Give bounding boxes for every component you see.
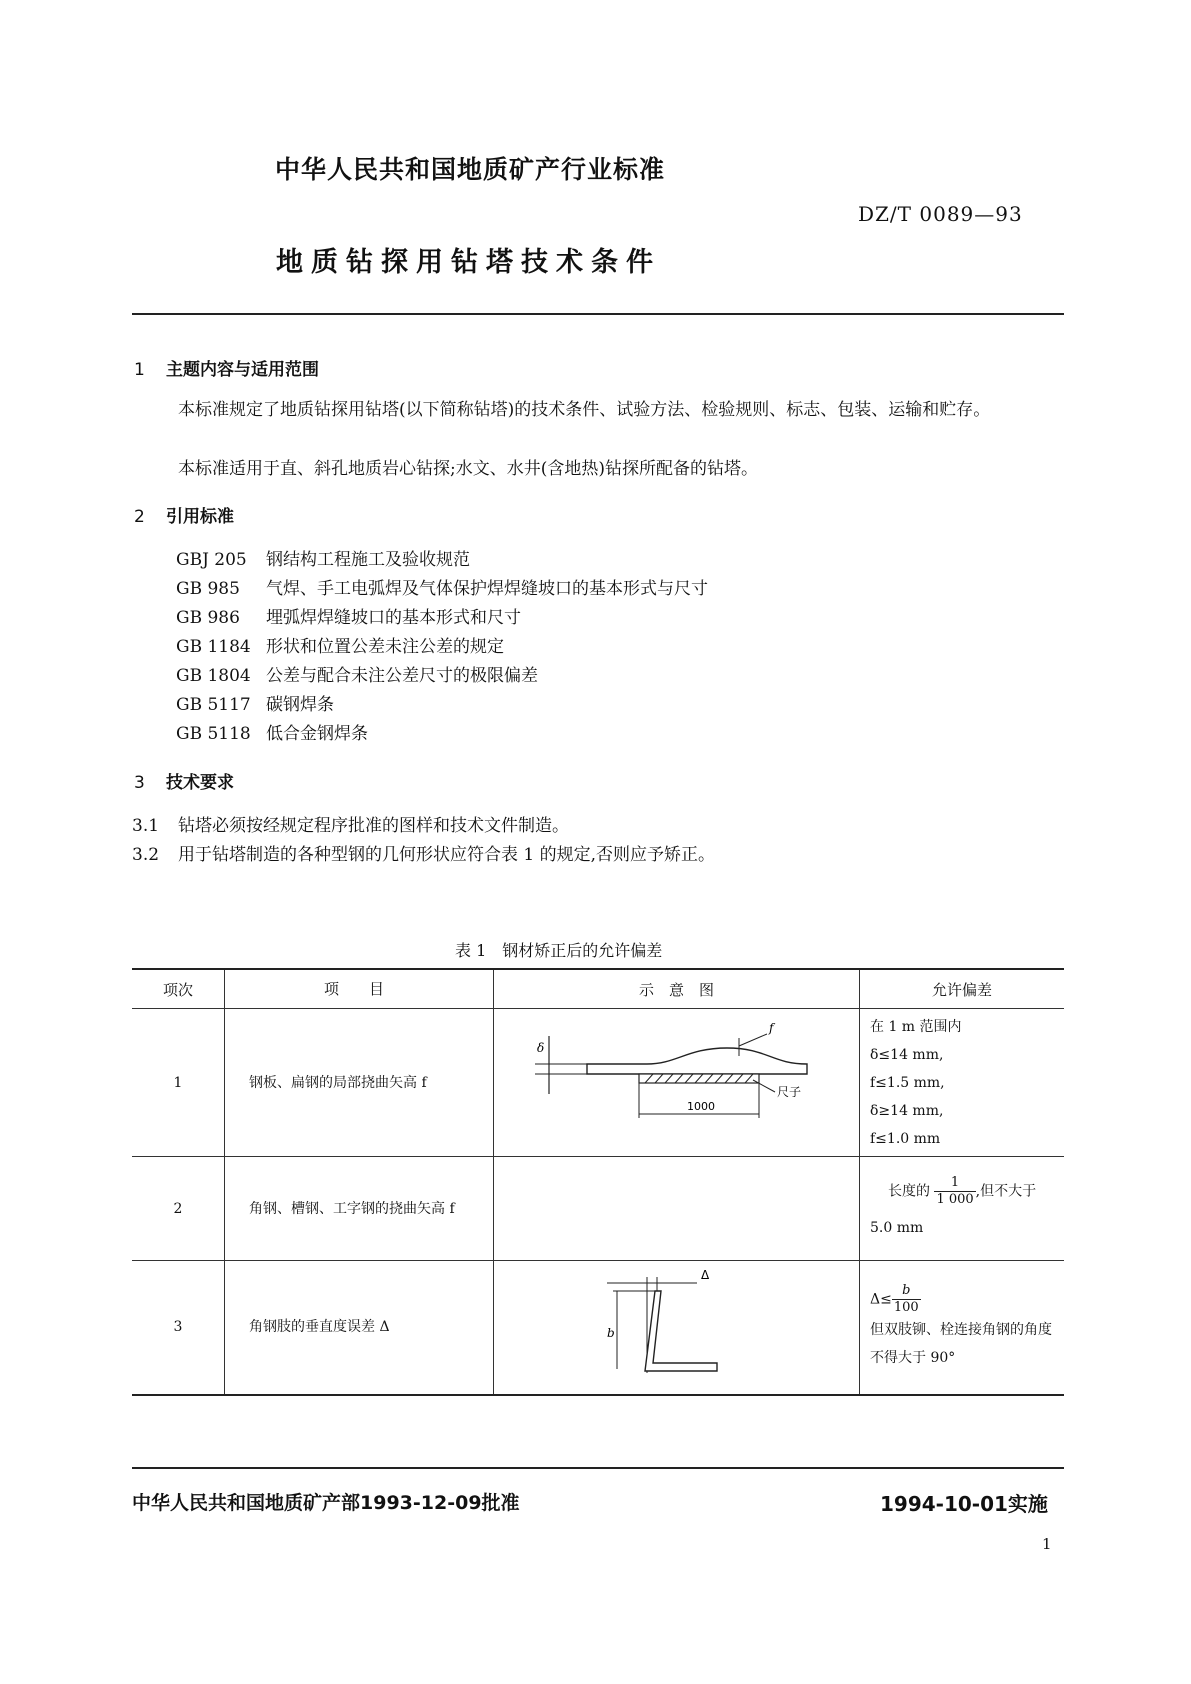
document-title: 地质钻探用钻塔技术条件	[276, 247, 661, 278]
reference-code: GB 1804	[176, 666, 251, 686]
issuing-organization: 中华人民共和国地质矿产行业标准	[275, 155, 666, 184]
table-number: 表 1	[455, 941, 487, 960]
section-number: 1	[134, 360, 145, 380]
section-number: 2	[134, 507, 145, 527]
row-item: 钢板、扁钢的局部挠曲矢高 f	[225, 1009, 494, 1157]
reference-code: GB 1184	[176, 637, 251, 657]
page-number: 1	[1042, 1535, 1052, 1553]
tolerance-line	[870, 1283, 1064, 1316]
angle-perpendicularity-diagram	[577, 1265, 777, 1385]
table-header-row	[132, 969, 1064, 1009]
tolerance-prefix: Δ≤	[870, 1291, 892, 1308]
header-no: 项次	[132, 969, 225, 1009]
tolerance-line: δ≥14 mm,	[870, 1102, 944, 1119]
f-label: f	[768, 1020, 773, 1035]
tolerance-line: 在 1 m 范围内	[870, 1018, 962, 1035]
reference-name: 公差与配合未注公差尺寸的极限偏差	[266, 666, 538, 686]
bent-plate	[587, 1048, 807, 1074]
reference-code: GB 986	[176, 608, 240, 628]
clause-number: 3.1	[132, 816, 160, 836]
tolerance-prefix: 长度的	[888, 1183, 930, 1200]
reference-name: 碳钢焊条	[266, 695, 334, 715]
b-label: b	[606, 1326, 615, 1341]
header-rule	[132, 313, 1064, 315]
reference-item	[176, 603, 521, 628]
angle-section	[645, 1291, 717, 1371]
fraction-numerator: b	[892, 1283, 921, 1300]
fraction-numerator: 1	[934, 1175, 975, 1192]
length-label: 1000	[686, 1099, 715, 1113]
row-item: 角钢肢的垂直度误差 Δ	[225, 1261, 494, 1395]
reference-item	[176, 719, 368, 744]
row-number: 3	[132, 1261, 225, 1395]
row-figure	[494, 1009, 860, 1157]
fraction	[892, 1283, 921, 1316]
fraction-denominator: 1 000	[936, 1192, 974, 1207]
tolerance-table	[132, 968, 1064, 1396]
header-tolerance: 允许偏差	[860, 969, 1065, 1009]
reference-item	[176, 690, 334, 715]
header-figure: 示 意 图	[494, 969, 860, 1009]
ruler-leader	[753, 1080, 775, 1092]
reference-name: 钢结构工程施工及验收规范	[266, 550, 470, 570]
f-leader	[739, 1034, 767, 1046]
footer-rule	[132, 1467, 1064, 1469]
section-number: 3	[134, 773, 145, 793]
row-tolerance	[860, 1009, 1065, 1157]
row-number: 2	[132, 1157, 225, 1261]
tolerance-line: 但双肢铆、栓连接角钢的角度不得大于 90°	[870, 1321, 1052, 1366]
delta-label: δ	[536, 1040, 544, 1055]
clause-number: 3.2	[132, 845, 160, 865]
section-1-heading	[134, 355, 319, 380]
reference-code: GB 985	[176, 579, 240, 599]
section-title: 主题内容与适用范围	[166, 360, 319, 380]
reference-item	[176, 632, 504, 657]
reference-code: GB 5118	[176, 724, 251, 744]
standard-code: DZ/T 0089—93	[858, 202, 1023, 226]
row-tolerance	[860, 1261, 1065, 1395]
clause-3-1	[132, 811, 569, 836]
row-item: 角钢、槽钢、工字钢的挠曲矢高 f	[225, 1157, 494, 1261]
table-caption	[455, 938, 662, 961]
section-title: 技术要求	[166, 773, 234, 793]
reference-item	[176, 545, 470, 570]
table-row	[132, 1157, 1064, 1261]
clause-text: 钻塔必须按经规定程序批准的图样和技术文件制造。	[178, 816, 569, 836]
row-number: 1	[132, 1009, 225, 1157]
approval-statement: 中华人民共和国地质矿产部1993-12-09批准	[132, 1492, 520, 1514]
reference-name: 埋弧焊焊缝坡口的基本形式和尺寸	[266, 608, 521, 628]
ruler-label: 尺子	[776, 1084, 801, 1099]
table-caption-text: 钢材矫正后的允许偏差	[502, 941, 663, 960]
row-figure-empty	[494, 1157, 860, 1261]
section-1-paragraph-1: 本标准规定了地质钻探用钻塔(以下简称钻塔)的技术条件、试验方法、检验规则、标志、包装、运输和贮存。	[178, 400, 991, 420]
reference-code: GBJ 205	[176, 550, 247, 570]
clause-3-2	[132, 840, 715, 865]
reference-item	[176, 661, 538, 686]
delta-label: Δ	[700, 1268, 709, 1283]
section-1-paragraph-2: 本标准适用于直、斜孔地质岩心钻探;水文、水井(含地热)钻探所配备的钻塔。	[178, 459, 758, 479]
clause-text: 用于钻塔制造的各种型钢的几何形状应符合表 1 的规定,否则应予矫正。	[178, 845, 716, 865]
tolerance-line: f≤1.5 mm,	[870, 1074, 945, 1091]
row-tolerance	[860, 1157, 1065, 1261]
table-row	[132, 1261, 1064, 1395]
section-title: 引用标准	[166, 507, 234, 527]
reference-name: 气焊、手工电弧焊及气体保护焊焊缝坡口的基本形式与尺寸	[266, 579, 708, 599]
plate-bending-diagram	[527, 1016, 827, 1146]
fraction-denominator: 100	[893, 1299, 919, 1315]
reference-item	[176, 574, 708, 599]
fraction	[934, 1175, 975, 1208]
tolerance-line	[888, 1175, 1064, 1208]
row-figure	[494, 1261, 860, 1395]
reference-name: 形状和位置公差未注公差的规定	[266, 637, 504, 657]
table-row	[132, 1009, 1064, 1157]
section-2-heading	[134, 502, 234, 527]
reference-name: 低合金钢焊条	[266, 724, 368, 744]
tolerance-line: 5.0 mm	[870, 1220, 924, 1236]
tolerance-line: f≤1.0 mm	[870, 1130, 941, 1147]
tolerance-suffix: ,但不大于	[975, 1183, 1037, 1200]
header-item: 项 目	[225, 969, 494, 1009]
effective-date: 1994-10-01实施	[880, 1492, 1048, 1516]
section-3-heading	[134, 768, 234, 793]
reference-code: GB 5117	[176, 695, 251, 715]
tolerance-line: δ≤14 mm,	[870, 1046, 944, 1063]
